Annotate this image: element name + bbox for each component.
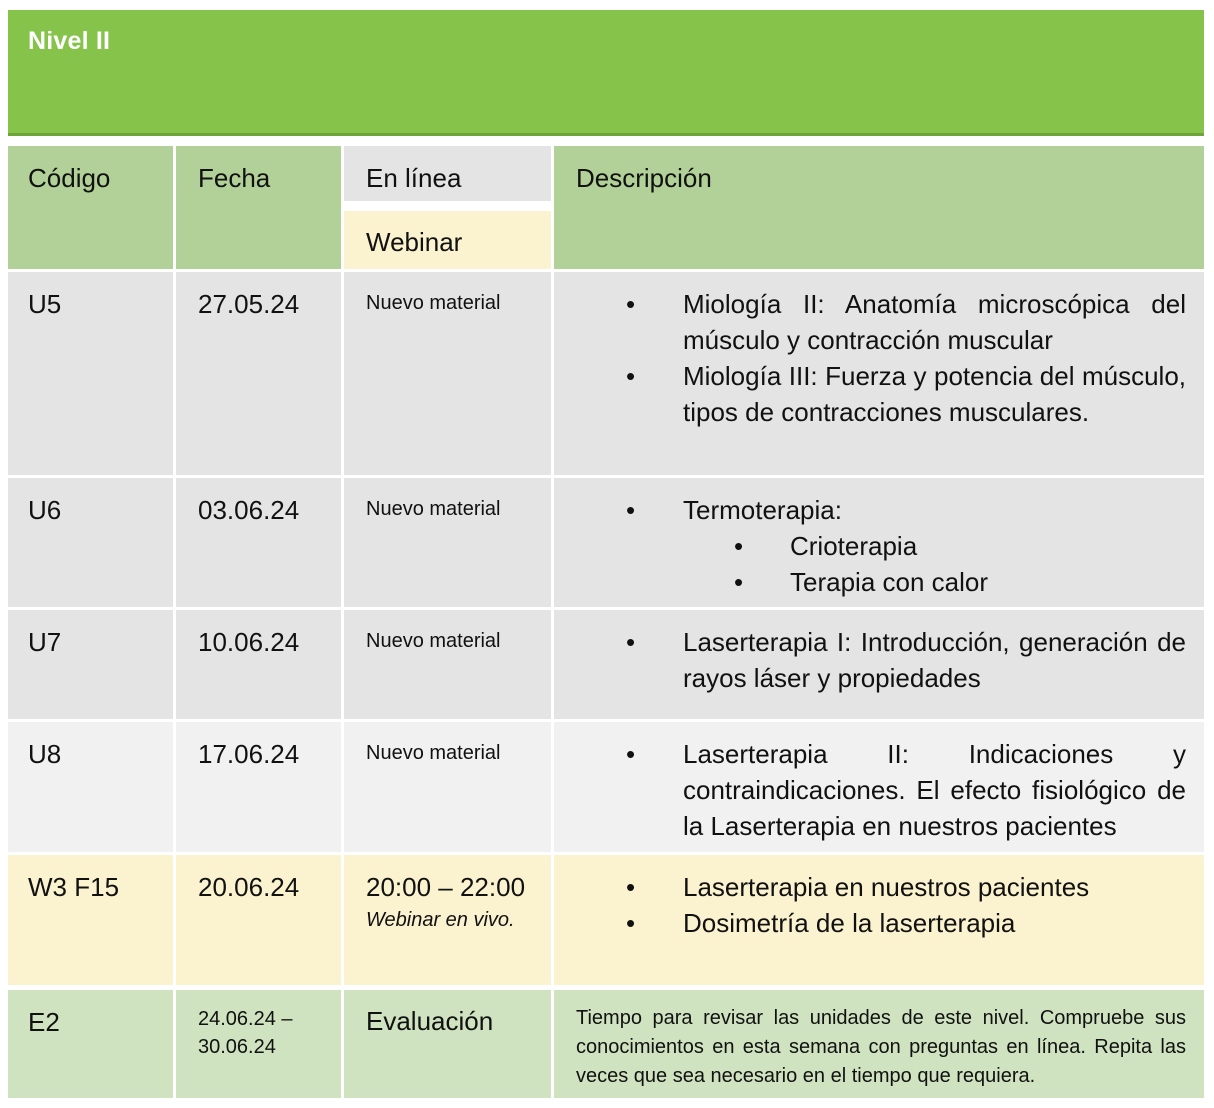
row-u5-codigo (8, 272, 173, 475)
fecha-start-text: 24.06.24 – (198, 1008, 293, 1030)
fecha-text: 03.06.24 (198, 495, 300, 525)
bullet-icon: • (626, 361, 636, 391)
level-title: Nivel II (28, 27, 111, 55)
bullet-text: Dosimetría de la laserterapia (683, 908, 1016, 938)
online-text: Nuevo material (366, 498, 501, 520)
bullet-text: Miología II: Anatomía microscópica del músculo y contracción muscular (683, 289, 1186, 355)
bullet-icon: • (626, 908, 636, 938)
fecha-text: 20.06.24 (198, 872, 300, 902)
row-w3-fecha (176, 855, 341, 985)
bullet-icon: • (626, 627, 636, 657)
level-banner (8, 10, 1204, 136)
bullet-text: Miología III: Fuerza y potencia del músculo, tipos de contracciones musculares. (683, 361, 1186, 427)
bullet-list (554, 736, 1186, 844)
webinar-note: Webinar en vivo. (366, 909, 515, 931)
header-codigo (8, 146, 173, 269)
bullet-icon: • (626, 495, 636, 525)
bullet-item (554, 624, 1186, 696)
row-w3-online (344, 855, 551, 985)
row-w3-codigo (8, 855, 173, 985)
bullet-text: Terapia con calor (790, 567, 988, 597)
bullet-text: Laserterapia II: Indicaciones y contraindicaciones. El efecto fisiológico de la Laserterapia en nuestros pacientes (683, 739, 1186, 841)
row-u7-descripcion (554, 610, 1204, 719)
row-u7-online (344, 610, 551, 719)
online-text: Nuevo material (366, 742, 501, 764)
header-online-label: En línea (366, 163, 462, 193)
codigo-text: U6 (28, 495, 62, 525)
header-webinar (344, 211, 551, 269)
row-e2-fecha (176, 990, 341, 1098)
codigo-text: U5 (28, 289, 62, 319)
header-fecha-label: Fecha (198, 163, 271, 193)
bullet-text: Laserterapia en nuestros pacientes (683, 872, 1090, 902)
sub-bullet-item (554, 564, 1186, 600)
bullet-item (554, 869, 1186, 905)
evaluation-description: Tiempo para revisar las unidades de este nivel. Compruebe sus conocimientos en esta semana con preguntas en línea. Repita las veces que sea necesario en el tiempo que requiera. (576, 1007, 1186, 1087)
bullet-item (554, 286, 1186, 358)
bullet-icon: • (734, 567, 744, 597)
row-u5-online (344, 272, 551, 475)
bullet-item (554, 736, 1186, 844)
bullet-icon: • (626, 739, 636, 769)
bullet-icon: • (734, 531, 744, 561)
bullet-list (554, 492, 1186, 600)
row-u7-codigo (8, 610, 173, 719)
row-e2-codigo (8, 990, 173, 1098)
header-descripcion-label: Descripción (576, 163, 712, 193)
bullet-list (554, 624, 1186, 696)
fecha-text: 10.06.24 (198, 627, 300, 657)
bullet-list (554, 869, 1186, 941)
row-u7-fecha (176, 610, 341, 719)
bullet-list (554, 286, 1186, 430)
row-u5-descripcion (554, 272, 1204, 475)
row-e2-online (344, 990, 551, 1098)
header-descripcion (554, 146, 1204, 269)
header-fecha (176, 146, 341, 269)
fecha-text: 27.05.24 (198, 289, 300, 319)
header-online (344, 146, 551, 201)
fecha-text: 17.06.24 (198, 739, 300, 769)
row-u8-online (344, 722, 551, 852)
row-w3-descripcion (554, 855, 1204, 985)
row-u6-codigo (8, 478, 173, 607)
webinar-time: 20:00 – 22:00 (366, 872, 526, 902)
header-codigo-label: Código (28, 163, 111, 193)
sub-bullet-item (554, 528, 1186, 564)
header-webinar-label: Webinar (366, 227, 463, 257)
bullet-item (554, 905, 1186, 941)
codigo-text: U8 (28, 739, 62, 769)
evaluation-label: Evaluación (366, 1006, 494, 1036)
bullet-text: Laserterapia I: Introducción, generación de rayos láser y propiedades (683, 627, 1186, 693)
bullet-item (554, 358, 1186, 430)
row-u8-codigo (8, 722, 173, 852)
bullet-text: Termoterapia: (683, 495, 842, 525)
codigo-text: W3 F15 (28, 872, 120, 902)
fecha-end-text: 30.06.24 (198, 1036, 276, 1058)
row-u8-fecha (176, 722, 341, 852)
bullet-icon: • (626, 872, 636, 902)
row-u5-fecha (176, 272, 341, 475)
bullet-item (554, 492, 1186, 528)
online-text: Nuevo material (366, 292, 501, 314)
row-e2-descripcion (554, 990, 1204, 1098)
bullet-icon: • (626, 289, 636, 319)
row-u6-online (344, 478, 551, 607)
row-u6-fecha (176, 478, 341, 607)
row-u8-descripcion (554, 722, 1204, 852)
bullet-text: Crioterapia (790, 531, 918, 561)
codigo-text: U7 (28, 627, 62, 657)
codigo-text: E2 (28, 1007, 60, 1037)
row-u6-descripcion (554, 478, 1204, 607)
online-text: Nuevo material (366, 630, 501, 652)
